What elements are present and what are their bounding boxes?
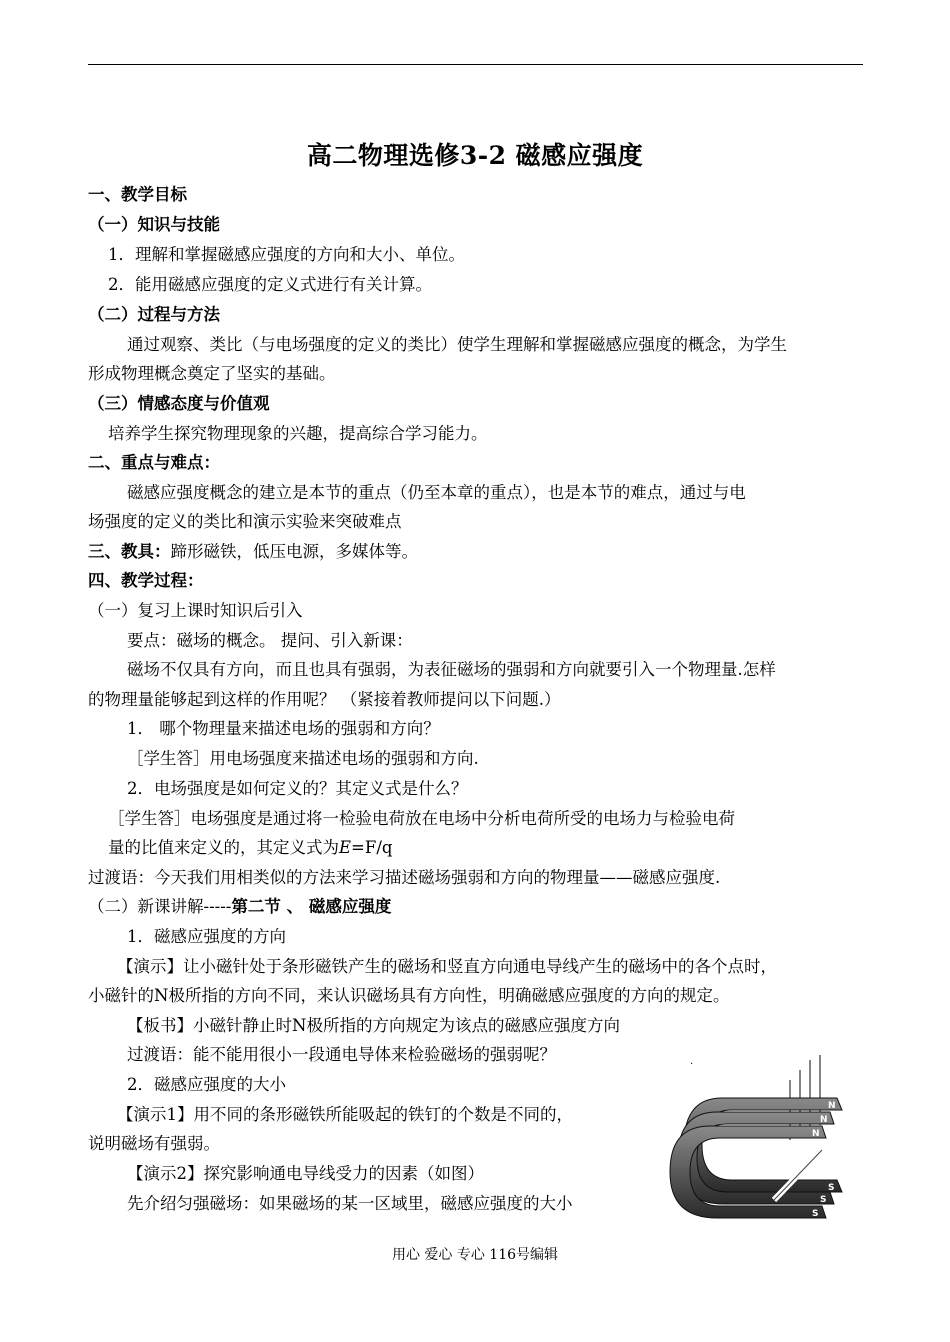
demo1-line-2: 说明磁场有强弱。 xyxy=(88,1134,220,1153)
attitude-line: 培养学生探究物理现象的兴趣，提高综合学习能力。 xyxy=(108,424,488,443)
question-1: 1． 哪个物理量来描述电场的强弱和方向？ xyxy=(127,719,440,738)
uniform-field-line: 先介绍匀强磁场：如果磁场的某一区域里，磁感应强度的大小 xyxy=(127,1194,573,1213)
section-heading-tools: 三、教具： xyxy=(88,542,171,561)
section-heading-process: 四、教学过程： xyxy=(88,571,204,590)
demo-line-2: 小磁针的N极所指的方向不同，来认识磁场具有方向性，明确磁感应强度的方向的规定。 xyxy=(88,986,730,1005)
pole-label-s-3: S xyxy=(812,1209,819,1219)
page-footer: 用心 爱心 专心 116号编辑 xyxy=(391,1247,559,1263)
question-2: 2．电场强度是如何定义的？其定义式是什么？ xyxy=(127,779,468,798)
demo1-line-1: 【演示1】用不同的条形磁铁所能吸起的铁钉的个数是不同的， xyxy=(117,1105,573,1124)
tools-text: 蹄形磁铁，低压电源，多媒体等。 xyxy=(170,542,418,561)
figure-dot: . xyxy=(690,1056,694,1067)
knowledge-item-2: 2．能用磁感应强度的定义式进行有关计算。 xyxy=(108,275,432,294)
demo-line-1: 【演示】让小磁针处于条形磁铁产生的磁场和竖直方向通电导线产生的磁场中的各个点时， xyxy=(117,957,777,976)
horseshoe-magnet-figure xyxy=(662,1050,862,1240)
keypoints-line-1: 磁感应强度概念的建立是本节的重点（仍至本章的重点），也是本节的难点，通过与电 xyxy=(127,483,746,502)
review-line-3: 的物理量能够起到这样的作用呢？ （紧接着教师提问以下问题.） xyxy=(88,690,561,709)
answer-2-line-2 xyxy=(108,837,392,859)
subheading-process: （二）过程与方法 xyxy=(88,305,220,324)
pole-label-s-2: S xyxy=(820,1195,827,1205)
formula-rest: =F/q xyxy=(351,838,393,857)
header-rule xyxy=(88,64,863,65)
review-line-2: 磁场不仅具有方向，而且也具有强弱，为表征磁场的强弱和方向就要引入一个物理量.怎样 xyxy=(127,660,776,679)
magnitude-heading: 2．磁感应强度的大小 xyxy=(127,1075,286,1094)
subheading-review: （一）复习上课时知识后引入 xyxy=(88,601,303,620)
knowledge-item-1: 1．理解和掌握磁感应强度的方向和大小、单位。 xyxy=(108,245,465,264)
process-line-1: 通过观察、类比（与电场强度的定义的类比）使学生理解和掌握磁感应强度的概念，为学生 xyxy=(127,335,787,354)
pole-label-s-1: S xyxy=(828,1183,835,1193)
demo2-line: 【演示2】探究影响通电导线受力的因素（如图） xyxy=(127,1164,484,1183)
transition-line-1: 过渡语：今天我们用相类似的方法来学习描述磁场强弱和方向的物理量——磁感应强度. xyxy=(88,868,721,887)
tools-line xyxy=(88,541,418,563)
subheading-knowledge: （一）知识与技能 xyxy=(88,215,220,234)
answer-2-line-1: ［学生答］电场强度是通过将一检验电荷放在电场中分析电荷所受的电场力与检验电荷 xyxy=(108,809,735,828)
new-lesson-title: 第二节 、 磁感应强度 xyxy=(231,897,392,916)
section-heading-objectives: 一、教学目标 xyxy=(88,185,187,204)
review-line-1: 要点：磁场的概念。 提问、引入新课： xyxy=(127,631,413,650)
pole-label-n-3: N xyxy=(812,1129,820,1139)
keypoints-line-2: 场强度的定义的类比和演示实验来突破难点 xyxy=(88,512,402,531)
formula-symbol-e: E xyxy=(339,838,352,857)
section-heading-keypoints: 二、重点与难点： xyxy=(88,453,220,472)
answer-2-text: 量的比值来定义的，其定义式为 xyxy=(108,838,339,857)
answer-1: ［学生答］用电场强度来描述电场的强弱和方向. xyxy=(127,749,479,768)
process-line-2: 形成物理概念奠定了坚实的基础。 xyxy=(88,364,336,383)
transition-line-2: 过渡语：能不能用很小一段通电导体来检验磁场的强弱呢？ xyxy=(127,1045,556,1064)
pole-label-n-1: N xyxy=(828,1101,836,1111)
subheading-new-lesson xyxy=(88,896,391,918)
direction-heading: 1．磁感应强度的方向 xyxy=(127,927,286,946)
board-line: 【板书】小磁针静止时N极所指的方向规定为该点的磁感应强度方向 xyxy=(127,1016,620,1035)
page-title: 高二物理选修3-2 磁感应强度 xyxy=(306,141,644,170)
subheading-attitude: （三）情感态度与价值观 xyxy=(88,394,270,413)
new-lesson-prefix: （二）新课讲解----- xyxy=(88,897,232,916)
pole-label-n-2: N xyxy=(820,1115,828,1125)
